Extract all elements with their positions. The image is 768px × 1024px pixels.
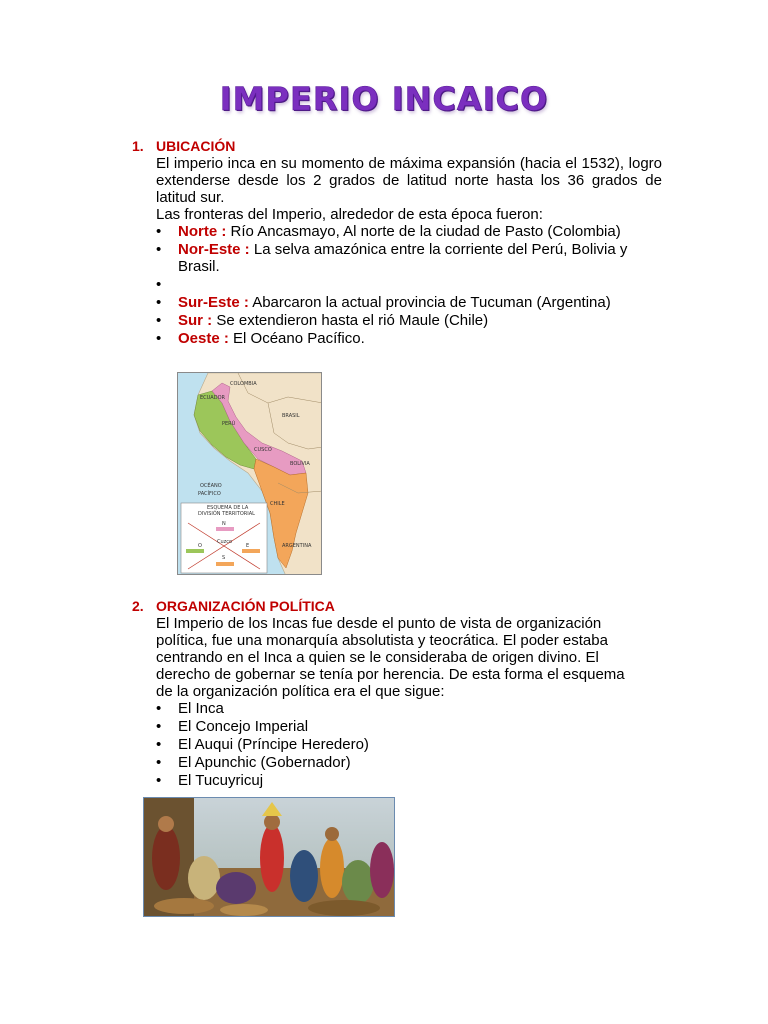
list-item: • El Apunchic (Gobernador) [156,754,662,771]
section-ubicacion [132,138,662,348]
list-item: • El Concejo Imperial [156,718,662,735]
list-item [156,276,662,293]
schema-swatch [186,549,204,553]
map-label-ecuador: ECUADOR [200,395,225,401]
section-title: ORGANIZACIÓN POLÍTICA [156,598,335,614]
map-label-peru: PERÚ [222,421,236,427]
schema-o: O [198,543,202,549]
border-label: Norte : [178,223,227,240]
schema-s: S [222,555,226,561]
schema-swatch [216,527,234,531]
border-label: Nor-Este : [178,241,250,258]
border-label: Sur-Este : [178,294,249,311]
map-label-brasil: BRASIL [282,413,300,419]
page-title: IMPERIO INCAICO [219,80,549,118]
list-item [156,223,662,240]
list-item [156,312,662,329]
schema-cuzco: Cuzco [217,539,233,545]
border-text: El Océano Pacífico. [228,330,365,347]
list-item: • El Auqui (Príncipe Heredero) [156,736,662,753]
list-item: • El Tucuyricuj [156,772,662,789]
section-number: 2. [132,598,144,614]
schema-e: E [246,543,250,549]
paragraph: Las fronteras del Imperio, alrededor de esta época fueron: [156,206,543,223]
border-text: Abarcaron la actual provincia de Tucuman (Argentina) [248,294,611,311]
list-item [156,294,662,311]
section-body [132,155,662,223]
list-item [156,330,662,347]
inca-empire-map [177,372,322,575]
section-organizacion-politica [132,598,662,790]
section-heading [132,138,662,155]
border-label: Sur : [178,312,213,329]
schema-n: N [222,521,226,527]
hierarchy-list [132,700,662,789]
paragraph: El Imperio de los Incas fue desde el punto de vista de organización política, fue una monarquía absolutista y teocrática. El poder estaba centrando en el Inca a quien se le consideraba de origen divino. El derecho de gobernar se tenía por herencia. De esta forma el esquema de la organización política era el que sigue: [156,615,625,700]
schema-swatch [242,549,260,553]
map-label-colombia: COLOMBIA [230,381,257,387]
schema-subtitle: DIVISIÓN TERRITORIAL [198,511,255,517]
map-label-cusco: CUSCO [254,447,272,453]
schema-swatch [216,562,234,566]
border-text: La selva amazónica entre la corriente del Perú, Bolivia y Brasil. [178,241,628,275]
section-number: 1. [132,138,144,154]
map-svg [178,373,322,575]
section-title: UBICACIÓN [156,138,236,154]
section-heading [132,598,662,615]
border-text: Se extendieron hasta el rió Maule (Chile) [212,312,489,329]
map-label-pacifico: PACÍFICO [198,491,221,497]
map-label-bolivia: BOLIVIA [290,461,310,467]
borders-list [132,223,662,347]
inca-court-painting [143,797,395,917]
map-label-oceano: OCÉANO [200,483,222,489]
schema-title: ESQUEMA DE LA [207,505,249,511]
section-body [132,615,662,700]
map-label-chile: CHILE [270,501,285,507]
map-label-argentina: ARGENTINA [282,543,312,549]
painting-svg [144,798,395,917]
border-label: Oeste : [178,330,229,347]
paragraph: El imperio inca en su momento de máxima expansión (hacia el 1532), logro extenderse desde los 2 grados de latitud norte hasta los 36 grados de latitud sur. [156,155,662,206]
list-item [156,241,662,275]
list-item: • El Inca [156,700,662,717]
border-text: Río Ancasmayo, Al norte de la ciudad de Pasto (Colombia) [226,223,621,240]
